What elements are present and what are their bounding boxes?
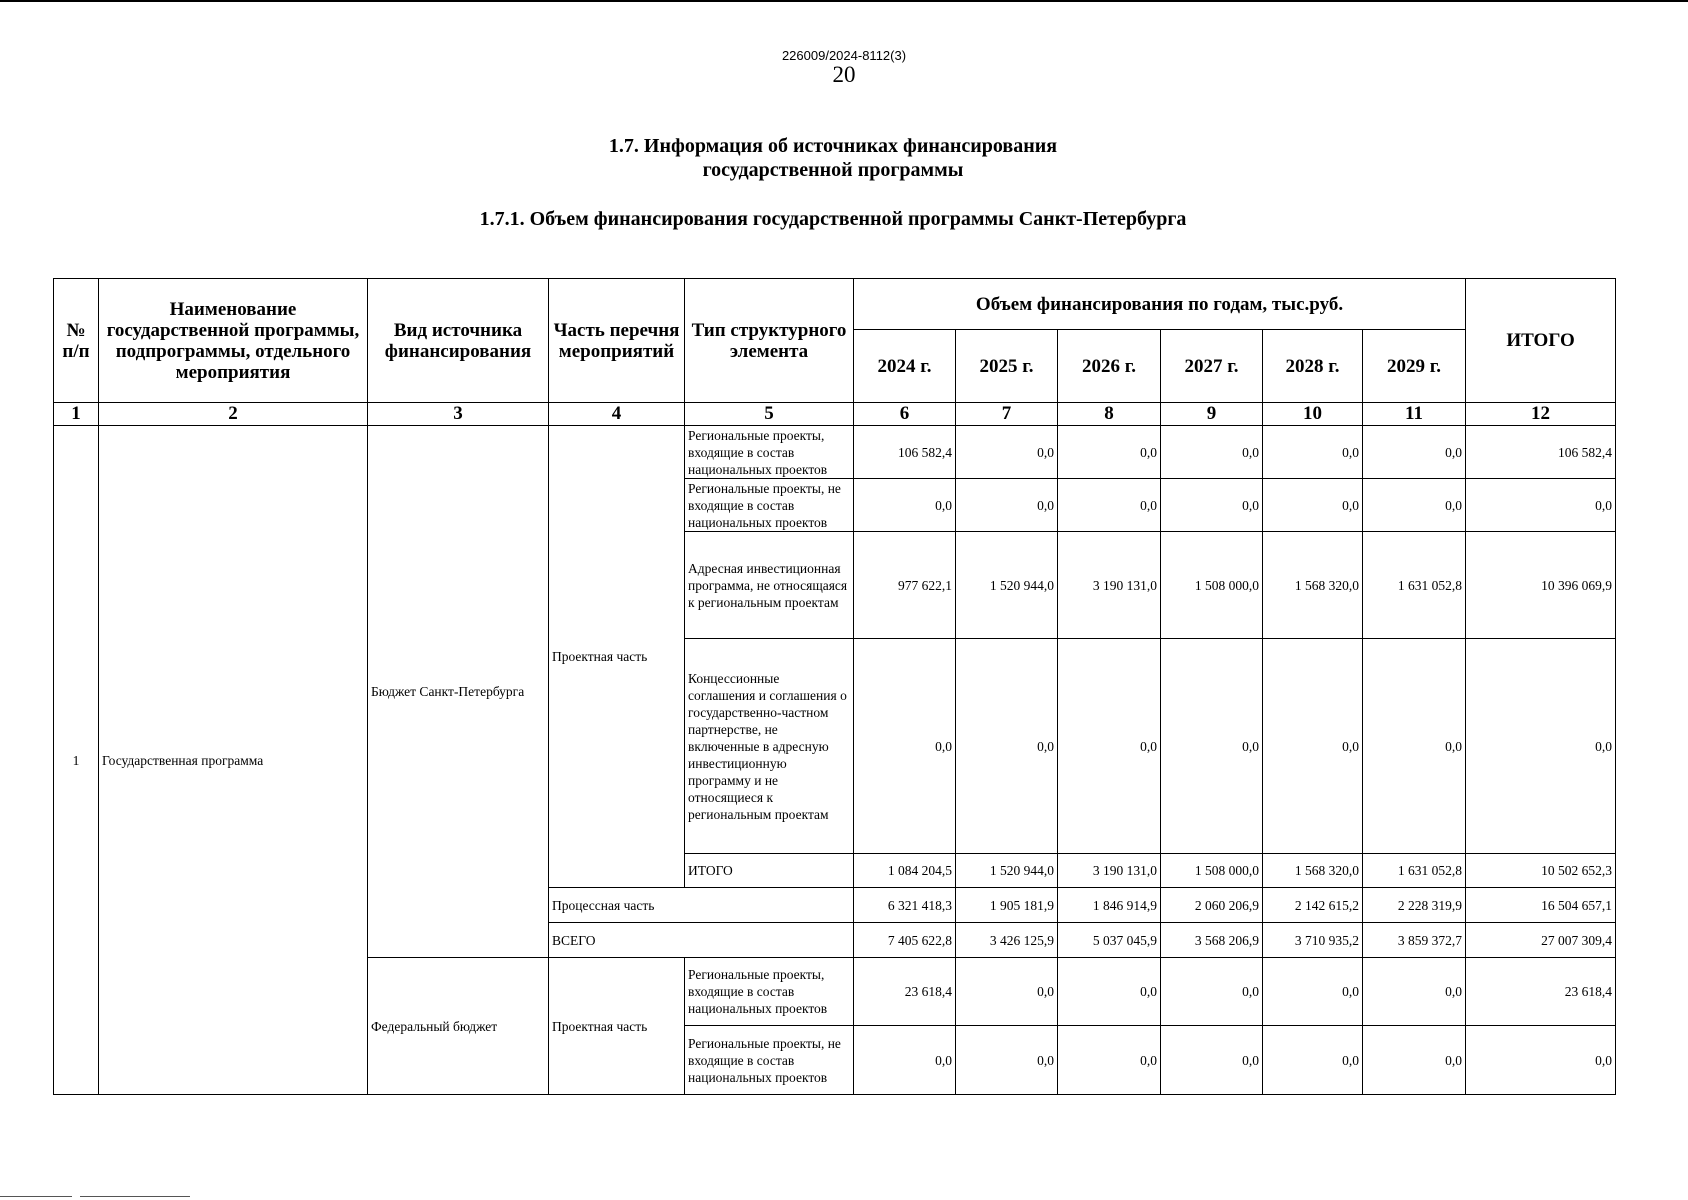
- value-cell: 3 859 372,7: [1363, 923, 1466, 958]
- structural-element-type: Региональные проекты, входящие в состав национальных проектов: [685, 958, 854, 1026]
- part-project: Проектная часть: [549, 426, 685, 888]
- value-cell: 1 520 944,0: [956, 532, 1058, 639]
- value-cell: 0,0: [1363, 958, 1466, 1026]
- value-cell: 0,0: [1161, 1026, 1263, 1095]
- value-cell: 0,0: [854, 1026, 956, 1095]
- value-cell: 3 190 131,0: [1058, 532, 1161, 639]
- header-num: № п/п: [54, 279, 99, 403]
- column-number: 5: [685, 403, 854, 426]
- structural-element-type: Адресная инвестиционная программа, не относящаяся к региональным проектам: [685, 532, 854, 639]
- value-cell: 5 037 045,9: [1058, 923, 1161, 958]
- total-cell: 10 396 069,9: [1466, 532, 1616, 639]
- value-cell: 0,0: [1363, 479, 1466, 532]
- structural-element-type: Региональные проекты, входящие в состав национальных проектов: [685, 426, 854, 479]
- column-number: 8: [1058, 403, 1161, 426]
- header-source: Вид источника финансирования: [368, 279, 549, 403]
- value-cell: 0,0: [956, 479, 1058, 532]
- column-number: 2: [99, 403, 368, 426]
- value-cell: 2 142 615,2: [1263, 888, 1363, 923]
- financing-table: [53, 278, 1616, 1095]
- value-cell: 0,0: [1058, 426, 1161, 479]
- value-cell: 1 846 914,9: [1058, 888, 1161, 923]
- total-cell: 0,0: [1466, 639, 1616, 854]
- page-number: 20: [832, 62, 856, 87]
- value-cell: 6 321 418,3: [854, 888, 956, 923]
- structural-element-type: Региональные проекты, не входящие в состав национальных проектов: [685, 1026, 854, 1095]
- value-cell: 0,0: [1263, 479, 1363, 532]
- heading-line-2: государственной программы: [702, 159, 964, 181]
- value-cell: 0,0: [1161, 958, 1263, 1026]
- header-name: Наименование государственной программы, подпрограммы, отдельного мероприятия: [99, 279, 368, 403]
- value-cell: 1 520 944,0: [956, 854, 1058, 888]
- value-cell: 1 568 320,0: [1263, 532, 1363, 639]
- part-process: Процессная часть: [549, 888, 854, 923]
- value-cell: 0,0: [1058, 1026, 1161, 1095]
- value-cell: 23 618,4: [854, 958, 956, 1026]
- value-cell: 0,0: [854, 479, 956, 532]
- source-spb-budget: Бюджет Санкт-Петербурга: [368, 426, 549, 958]
- value-cell: 0,0: [1363, 426, 1466, 479]
- column-number: 1: [54, 403, 99, 426]
- part-total: ВСЕГО: [549, 923, 854, 958]
- column-number: 6: [854, 403, 956, 426]
- column-number: 9: [1161, 403, 1263, 426]
- value-cell: 0,0: [956, 426, 1058, 479]
- header-type: Тип структурного элемента: [685, 279, 854, 403]
- value-cell: 2 060 206,9: [1161, 888, 1263, 923]
- value-cell: 0,0: [1058, 639, 1161, 854]
- column-number: 11: [1363, 403, 1466, 426]
- value-cell: 1 084 204,5: [854, 854, 956, 888]
- row-number: 1: [54, 426, 99, 1095]
- total-cell: 16 504 657,1: [1466, 888, 1616, 923]
- value-cell: 0,0: [1363, 639, 1466, 854]
- structural-element-type: Концессионные соглашения и соглашения о государственно-частном партнерстве, не включенные в адресную инвестиционную программу и не относящиеся к региональным проектам: [685, 639, 854, 854]
- header-year: 2028 г.: [1263, 330, 1363, 403]
- value-cell: 2 228 319,9: [1363, 888, 1466, 923]
- part-project: Проектная часть: [549, 958, 685, 1095]
- value-cell: 0,0: [956, 958, 1058, 1026]
- footer-rule: [0, 1196, 72, 1197]
- value-cell: 977 622,1: [854, 532, 956, 639]
- value-cell: 0,0: [1058, 479, 1161, 532]
- program-name: Государственная программа: [99, 426, 368, 1095]
- value-cell: 106 582,4: [854, 426, 956, 479]
- value-cell: 0,0: [1263, 1026, 1363, 1095]
- footer-rule: [80, 1196, 190, 1197]
- value-cell: 0,0: [1161, 479, 1263, 532]
- total-cell: 0,0: [1466, 479, 1616, 532]
- top-border: [0, 0, 1688, 2]
- value-cell: 1 631 052,8: [1363, 532, 1466, 639]
- value-cell: 0,0: [1161, 639, 1263, 854]
- column-number: 10: [1263, 403, 1363, 426]
- value-cell: 0,0: [956, 1026, 1058, 1095]
- value-cell: 0,0: [1058, 958, 1161, 1026]
- source-federal-budget: Федеральный бюджет: [368, 958, 549, 1095]
- value-cell: 0,0: [1263, 639, 1363, 854]
- value-cell: 0,0: [1263, 426, 1363, 479]
- total-cell: 10 502 652,3: [1466, 854, 1616, 888]
- header-part: Часть перечня мероприятий: [549, 279, 685, 403]
- total-cell: 27 007 309,4: [1466, 923, 1616, 958]
- header-year: 2026 г.: [1058, 330, 1161, 403]
- table-row: [54, 426, 1616, 479]
- column-number: 12: [1466, 403, 1616, 426]
- column-number: 4: [549, 403, 685, 426]
- subsection-heading: 1.7.1. Объем финансирования государственной программы Санкт-Петербурга: [479, 208, 1187, 230]
- header-row-1: [54, 279, 1616, 330]
- total-cell: 0,0: [1466, 1026, 1616, 1095]
- value-cell: 0,0: [1161, 426, 1263, 479]
- column-number: 3: [368, 403, 549, 426]
- value-cell: 1 905 181,9: [956, 888, 1058, 923]
- value-cell: 0,0: [1263, 958, 1363, 1026]
- document-id: 226009/2024-8112(3): [781, 48, 907, 63]
- value-cell: 3 426 125,9: [956, 923, 1058, 958]
- value-cell: 1 508 000,0: [1161, 532, 1263, 639]
- structural-element-type: ИТОГО: [685, 854, 854, 888]
- header-total: ИТОГО: [1466, 279, 1616, 403]
- header-year: 2025 г.: [956, 330, 1058, 403]
- value-cell: 1 568 320,0: [1263, 854, 1363, 888]
- total-cell: 23 618,4: [1466, 958, 1616, 1026]
- header-year: 2029 г.: [1363, 330, 1466, 403]
- header-year: 2024 г.: [854, 330, 956, 403]
- header-years-group: Объем финансирования по годам, тыс.руб.: [854, 279, 1466, 330]
- heading-line-1: 1.7. Информация об источниках финансирования: [608, 135, 1058, 157]
- value-cell: 0,0: [956, 639, 1058, 854]
- value-cell: 1 508 000,0: [1161, 854, 1263, 888]
- value-cell: 3 568 206,9: [1161, 923, 1263, 958]
- value-cell: 3 710 935,2: [1263, 923, 1363, 958]
- column-number-row: [54, 403, 1616, 426]
- value-cell: 3 190 131,0: [1058, 854, 1161, 888]
- value-cell: 1 631 052,8: [1363, 854, 1466, 888]
- value-cell: 7 405 622,8: [854, 923, 956, 958]
- section-heading: [400, 134, 1266, 182]
- value-cell: 0,0: [1363, 1026, 1466, 1095]
- structural-element-type: Региональные проекты, не входящие в состав национальных проектов: [685, 479, 854, 532]
- header-year: 2027 г.: [1161, 330, 1263, 403]
- value-cell: 0,0: [854, 639, 956, 854]
- column-number: 7: [956, 403, 1058, 426]
- total-cell: 106 582,4: [1466, 426, 1616, 479]
